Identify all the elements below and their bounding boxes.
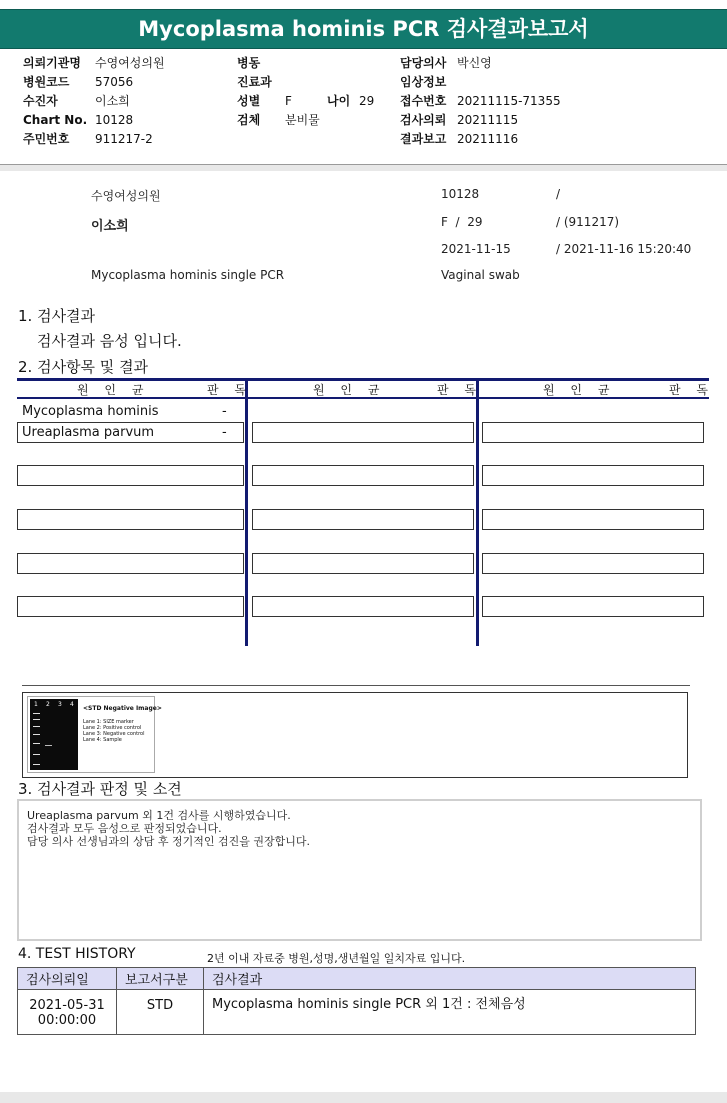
empty-cell (17, 596, 244, 617)
organism-name: Mycoplasma hominis (22, 404, 159, 419)
organism-result: - (222, 425, 227, 440)
header-value: 10128 (95, 113, 134, 127)
header-label: 주민번호 (23, 132, 70, 146)
header-value: 20211115 (457, 113, 519, 127)
history-time: 00:00:00 (37, 1013, 97, 1028)
header-label: 수진자 (23, 94, 58, 108)
gel-legend-item: Lane 2: Positive control (83, 725, 142, 731)
control-band (45, 745, 52, 746)
header-col1 (23, 54, 165, 149)
header-label: 담당의사 (400, 56, 447, 70)
gel-image-panel (22, 692, 688, 778)
meta-chart: 10128 (441, 187, 480, 201)
col-header-judge: 판 독 (207, 383, 252, 397)
header-value: F (285, 94, 292, 108)
col-header-organism: 원 인 균 (77, 383, 150, 397)
marker-band (33, 754, 40, 755)
meta-specimen: Vaginal swab (441, 268, 520, 282)
header-value: 57056 (95, 75, 134, 89)
empty-cell (252, 553, 474, 574)
header-label: 병동 (237, 56, 261, 70)
header-col2 (237, 54, 374, 130)
comment-box (17, 799, 702, 941)
lane-number: 3 (58, 701, 62, 708)
empty-cell (482, 509, 704, 530)
marker-band (33, 719, 40, 720)
col-header-judge: 판 독 (437, 383, 482, 397)
header-label: 진료과 (237, 75, 272, 89)
meta-birth: / (911217) (556, 215, 620, 229)
history-date: 2021-05-31 (29, 998, 105, 1013)
comment-line: Ureaplasma parvum 외 1건 검사를 시행하였습니다. (27, 809, 291, 822)
header-value: 20211116 (457, 132, 519, 146)
header-value: 911217-2 (95, 132, 153, 146)
empty-cell (482, 553, 704, 574)
section1-title: 1. 검사결과 (18, 307, 96, 325)
history-header-row (18, 968, 696, 990)
comment-line: 검사결과 모두 음성으로 판정되었습니다. (27, 822, 222, 835)
comment-text (27, 809, 310, 848)
gel-panel-rule (22, 685, 690, 686)
marker-band (33, 734, 40, 735)
history-note: 2년 이내 자료중 병원,성명,생년월일 일치자료 입니다. (207, 952, 466, 965)
header-label: 의뢰기관명 (23, 56, 81, 70)
meta-sex-age: F / 29 (441, 215, 483, 229)
marker-band (33, 726, 40, 727)
table-row (18, 990, 696, 1035)
gel-legend-item: Lane 3: Negative control (83, 731, 145, 737)
header-label: 접수번호 (400, 94, 447, 108)
header-label: 성별 (237, 94, 261, 108)
gel-photo (30, 699, 78, 770)
meta-slash: / (556, 187, 561, 201)
header-label: Chart No. (23, 113, 88, 127)
lane-number: 2 (46, 701, 50, 708)
meta-request-date: 2021-11-15 (441, 242, 511, 256)
empty-cell (252, 509, 474, 530)
lane-number: 1 (34, 701, 38, 708)
organism-name: Ureaplasma parvum (22, 425, 155, 440)
header-label: 임상정보 (400, 75, 447, 89)
marker-band (33, 713, 40, 714)
section2-title: 2. 검사항목 및 결과 (18, 358, 149, 376)
empty-cell (482, 422, 704, 443)
empty-cell (482, 465, 704, 486)
empty-cell (17, 465, 244, 486)
section1-result: 검사결과 음성 입니다. (37, 332, 182, 350)
meta-test-name: Mycoplasma hominis single PCR (91, 268, 285, 282)
comment-line: 담당 의사 선생님과의 상담 후 정기적인 검진을 권장합니다. (27, 835, 310, 848)
gel-legend-item: Lane 1: SIZE marker (83, 719, 134, 725)
meta-report-datetime: / 2021-11-16 15:20:40 (556, 242, 692, 256)
header-label: 결과보고 (400, 132, 447, 146)
footer-band (0, 1092, 727, 1103)
empty-cell (252, 465, 474, 486)
header-value: 20211115-71355 (457, 94, 561, 108)
history-header: 검사의뢰일 (18, 968, 117, 990)
report-title: Mycoplasma hominis PCR 검사결과보고서 (138, 17, 589, 41)
meta-clinic: 수영여성의원 (91, 189, 161, 203)
history-date-cell (18, 990, 117, 1035)
lane-number: 4 (70, 701, 74, 708)
history-type: STD (117, 990, 204, 1035)
section4-title: 4. TEST HISTORY (18, 946, 136, 962)
empty-cell (17, 553, 244, 574)
header-label: 검사의뢰 (400, 113, 447, 127)
age-value: 29 (359, 94, 375, 108)
title-bar (0, 9, 727, 49)
header-band (0, 165, 727, 171)
empty-cell (252, 596, 474, 617)
header-value: 이소희 (95, 94, 130, 108)
history-header: 검사결과 (204, 968, 696, 990)
col-header-judge: 판 독 (669, 383, 714, 397)
result-cell (17, 422, 244, 443)
column-divider (476, 378, 479, 646)
gel-legend (83, 719, 145, 743)
col-header-organism: 원 인 균 (313, 383, 386, 397)
header-value: 수영여성의원 (95, 56, 165, 70)
age-label: 나이 (327, 94, 351, 108)
organism-result: - (222, 404, 227, 419)
gel-title: <STD Negative Image> (83, 705, 162, 712)
marker-band (33, 743, 40, 744)
col-header-organism: 원 인 균 (543, 383, 616, 397)
marker-band (33, 764, 40, 765)
column-divider (245, 378, 248, 646)
empty-cell (252, 422, 474, 443)
history-table (17, 967, 696, 1035)
header-value: 분비물 (285, 113, 320, 127)
history-header: 보고서구분 (117, 968, 204, 990)
empty-cell (482, 596, 704, 617)
header-label: 병원코드 (23, 75, 70, 89)
section3-title: 3. 검사결과 판정 및 소견 (18, 780, 182, 798)
header-value: 박신영 (457, 56, 492, 70)
empty-cell (17, 509, 244, 530)
header-label: 검체 (237, 113, 261, 127)
gel-legend-item: Lane 4: Sample (83, 737, 122, 743)
gel-figure (27, 696, 162, 773)
header-info (0, 54, 727, 154)
header-col3 (400, 54, 561, 149)
meta-patient: 이소희 (91, 219, 129, 234)
history-result: Mycoplasma hominis single PCR 외 1건 : 전체음성 (204, 990, 696, 1035)
